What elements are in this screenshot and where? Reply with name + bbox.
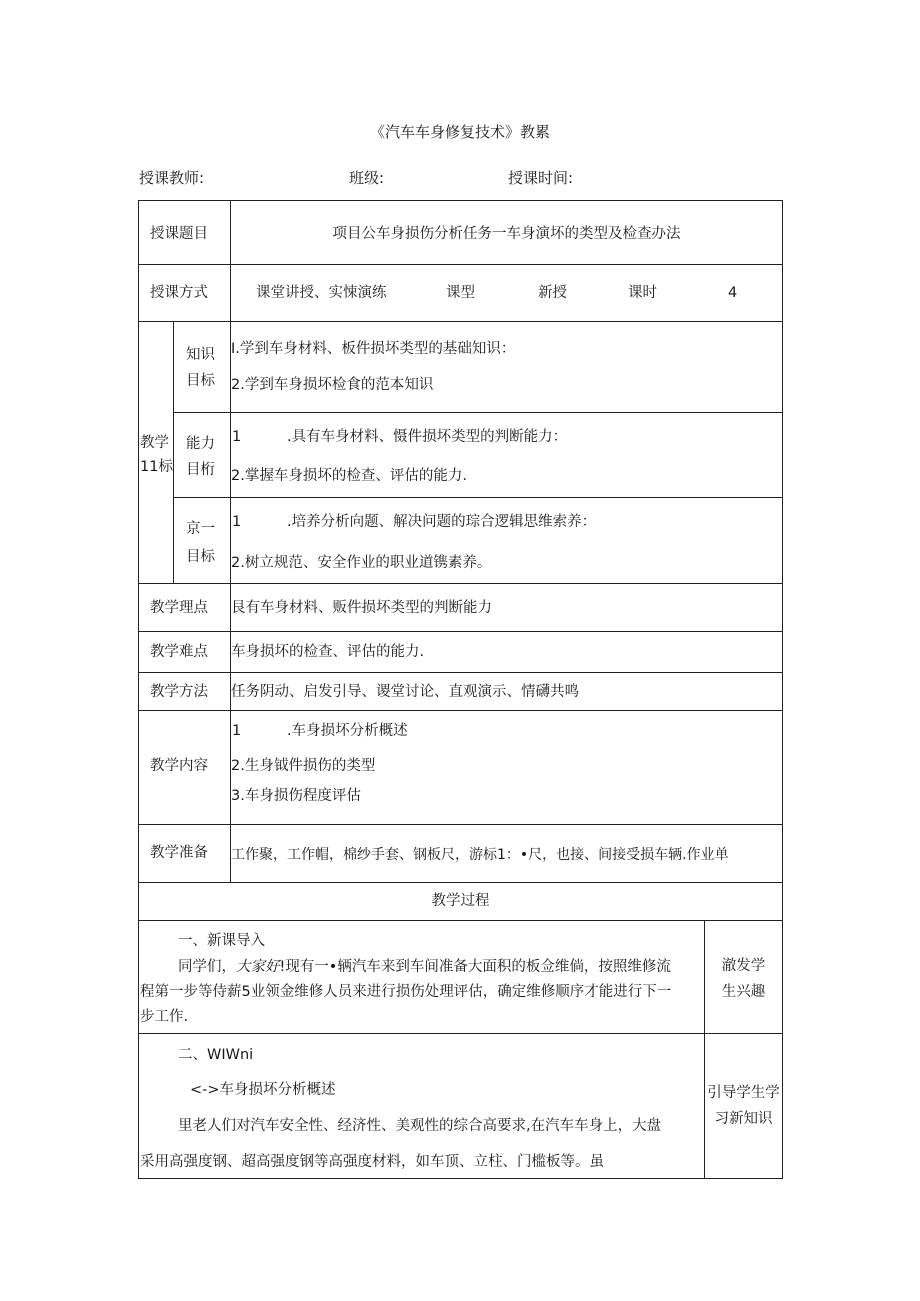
section-2-note-line-1: 引导学生学 bbox=[707, 1085, 780, 1101]
hours-value: 4 bbox=[728, 285, 738, 301]
section-1-line-3: 步工作. bbox=[140, 1009, 189, 1025]
ability-label-2: 目桁 bbox=[186, 462, 215, 478]
content-item-3: 3.车身损伤程度评估 bbox=[231, 788, 361, 804]
section-1-note-line-1: 澈发学 bbox=[721, 958, 766, 974]
ability-item-2: 2.掌握车身损坏的检查、评估的能力. bbox=[231, 468, 467, 484]
section-2-line-2: 采用高强度钢、超高强度钢等高强度材料，如车顶、立柱、门槛板等。虽 bbox=[140, 1154, 604, 1170]
row-line bbox=[138, 321, 783, 322]
label-column-line bbox=[230, 200, 231, 882]
goals-column-line bbox=[173, 321, 174, 583]
section-2-note-line-2: 习新知识 bbox=[714, 1111, 773, 1127]
row-line bbox=[138, 200, 783, 201]
method-label: 授课方式 bbox=[150, 285, 208, 301]
quality-label-2: 目标 bbox=[186, 549, 215, 565]
section-2-subtitle: <->车身损坏分析概述 bbox=[190, 1082, 336, 1098]
row-line bbox=[138, 710, 783, 711]
row-line bbox=[138, 1178, 783, 1179]
row-line bbox=[138, 882, 783, 883]
difficult-point-value: 车身损坏的检查、评估的能力. bbox=[231, 644, 425, 660]
knowledge-label-2: 目标 bbox=[186, 373, 215, 389]
content-item-1: .车身损坏分析概述 bbox=[287, 723, 408, 739]
teacher-label: 授课教师: bbox=[139, 169, 205, 187]
quality-item-1: .培养分析向题、解决问题的琮合逻辑思维索养： bbox=[287, 514, 597, 530]
row-line bbox=[138, 1033, 783, 1034]
class-label: 班级: bbox=[349, 169, 385, 187]
section-2-title: 二、WIWni bbox=[178, 1047, 254, 1063]
process-header: 教学过程 bbox=[431, 893, 490, 909]
hours-label: 课时 bbox=[628, 285, 657, 301]
section-1-line-2: 程第一步等侍薪5业领金维修人员来进行损伤处理评估，确定维修顺序才能进行下一 bbox=[140, 984, 672, 1000]
teaching-methods-label: 教学方法 bbox=[150, 684, 208, 700]
topic-value: 项目公车身损伤分析任务一车身演坏的类型及检查办法 bbox=[332, 226, 681, 242]
goals-label-1: 教学 bbox=[140, 435, 169, 451]
method-value: 课堂讲授、实悚演练 bbox=[256, 285, 387, 301]
content-item-1-number: 1 bbox=[232, 723, 242, 739]
table-border-left bbox=[138, 200, 139, 1178]
row-line bbox=[138, 264, 783, 265]
time-label: 授课时间: bbox=[508, 169, 574, 187]
knowledge-item-1: I.学到车身材料、板件损坏类型的基础知识： bbox=[231, 341, 516, 357]
quality-item-2: 2.树立规范、安全作业的职业道镌素养。 bbox=[231, 555, 492, 571]
row-line bbox=[173, 412, 783, 413]
section-1-note-line-2: 生兴趣 bbox=[721, 984, 766, 1000]
knowledge-label-1: 知识 bbox=[186, 347, 215, 363]
ability-item-1-number: 1 bbox=[232, 429, 242, 445]
preparation-label: 教学准备 bbox=[150, 845, 208, 861]
type-label: 课型 bbox=[446, 285, 475, 301]
teaching-methods-value: 任务阴动、启发引导、谡堂讨论、直观演示、情礴共鸣 bbox=[231, 684, 579, 700]
difficult-point-label: 教学难点 bbox=[150, 644, 208, 660]
teaching-content-label: 教学内容 bbox=[150, 758, 208, 774]
document-title: 《汽车车身修复技术》教累 bbox=[369, 123, 550, 141]
row-line bbox=[138, 920, 783, 921]
row-line bbox=[173, 497, 783, 498]
preparation-value: 工作聚，工作帽，棉纱手套、钢板尺，游标1：•尺，也接、间接受损车辆.作业单 bbox=[231, 847, 729, 863]
knowledge-item-2: 2.学到车身损坏检食的范本知识 bbox=[231, 377, 434, 393]
row-line bbox=[138, 672, 783, 673]
goals-label-2: 11标 bbox=[140, 459, 173, 475]
row-line bbox=[138, 631, 783, 632]
content-item-2: 2.生身钺件损伤的类型 bbox=[231, 758, 376, 774]
type-value: 新授 bbox=[538, 285, 567, 301]
row-line bbox=[138, 583, 783, 584]
topic-label: 授课题目 bbox=[150, 226, 208, 242]
ability-label-1: 能力 bbox=[186, 436, 215, 452]
quality-item-1-number: 1 bbox=[232, 514, 242, 530]
section-1-line-1: 同学们，大家好!现有一•辆汽车来到车间准备大面积的板佥维倘，按照维修流 bbox=[178, 959, 671, 975]
section-2-line-1: 里老人们对汽车安全性、经济性、美观性的综合高要求,在汽车车身上，大盘 bbox=[178, 1118, 662, 1134]
row-line bbox=[138, 824, 783, 825]
ability-item-1: .具有车身材料、慑件损坏类型的判断能力： bbox=[287, 429, 568, 445]
key-point-value: 艮有车身材料、贩件损坏类型的判断能力 bbox=[231, 600, 492, 616]
section-1-title: 一、新课导入 bbox=[178, 933, 265, 949]
table-border-right bbox=[782, 200, 783, 1178]
quality-label-1: 京一 bbox=[186, 521, 215, 537]
key-point-label: 教学理点 bbox=[150, 600, 208, 616]
